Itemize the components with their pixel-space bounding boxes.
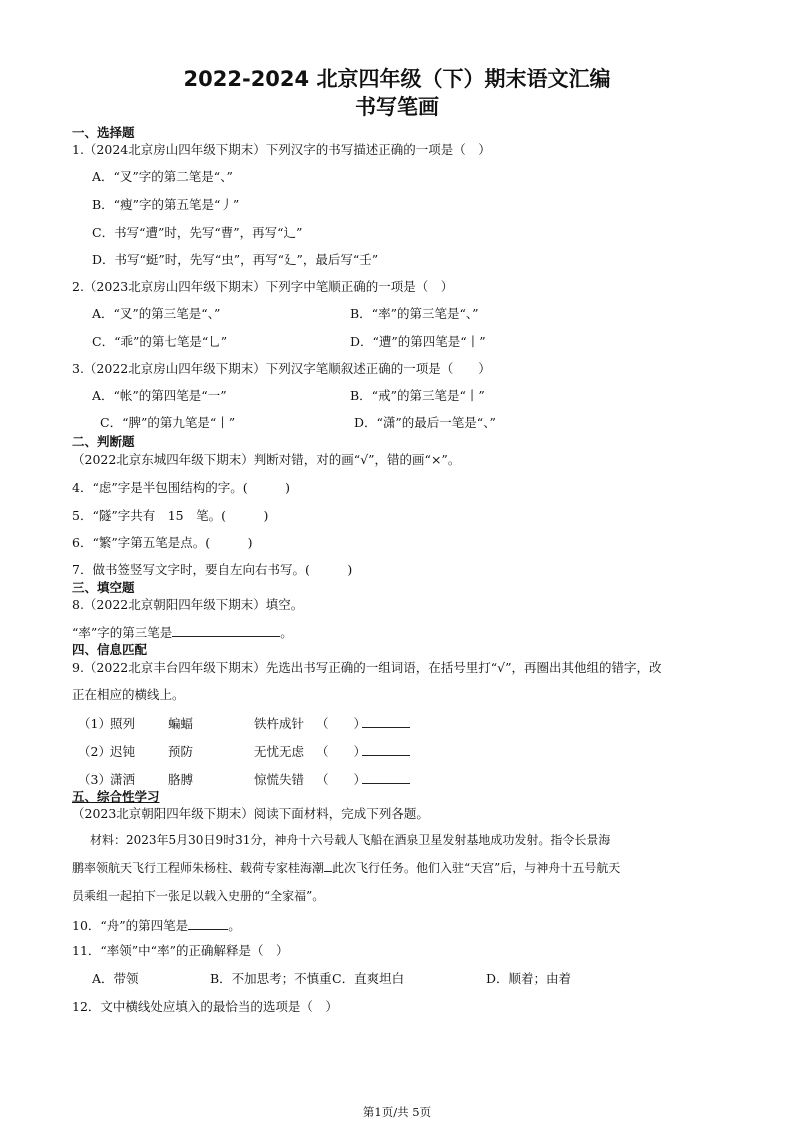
question-11-option-d: D．顺着；由着: [486, 971, 572, 986]
question-1-stem: 1.（2024北京房山四年级下期末）下列汉字的书写描述正确的一项是（ ）: [72, 142, 491, 157]
material-line-2-end: 此次飞行任务。他们入驻“天宫”后，与神舟十五号航天: [332, 861, 621, 875]
material-line-1: 材料：2023年5月30日9时31分，神舟十六号载人飞船在酒泉卫星发射基地成功发射。指令长景海: [90, 833, 611, 847]
question-11-option-c: C．直爽坦白: [332, 971, 405, 986]
material-line-2-start: 鹏率领航天飞行工程师朱杨柱、载荷专家桂海潮: [72, 861, 325, 875]
row-number: （3）: [78, 772, 111, 787]
word-2: 胳膊: [168, 772, 194, 787]
section-heading-choice: 一、选择题: [72, 125, 135, 140]
word-3: 铁杵成针: [254, 716, 305, 731]
word-2: 预防: [168, 744, 194, 759]
question-10-text: 10．“舟”的第四笔是: [72, 918, 189, 933]
answer-parenthesis: （ ）: [316, 716, 367, 731]
question-7: 7．做书签竖写文字时，要自左向右书写。( ): [72, 562, 353, 577]
judge-intro: （2022北京东城四年级下期末）判断对错，对的画“√”，错的画“×”。: [72, 452, 461, 467]
word-1: 迟钝: [110, 744, 136, 759]
word-3: 无忧无虑: [254, 744, 305, 759]
question-3-option-a: A．“帐”的第四笔是“一”: [92, 388, 227, 403]
word-2: 蝙蝠: [168, 716, 194, 731]
question-1-option-b: B．“瘦”字的第五笔是“丿”: [92, 197, 240, 212]
question-10-end: 。: [228, 918, 241, 933]
question-6: 6．“繁”字第五笔是点。( ): [72, 535, 253, 550]
question-3-option-c: C．“脾”的第九笔是“丨”: [100, 415, 236, 430]
question-1-option-d: D．书写“蜓”时，先写“虫”，再写“廴”，最后写“壬”: [92, 252, 379, 267]
page-footer: 第1页/共 5页: [362, 1105, 432, 1119]
question-2-option-c: C．“乖”的第七笔是“乚”: [92, 334, 228, 349]
section-heading-comprehensive: 五、综合性学习: [72, 789, 160, 804]
question-2-stem: 2.（2023北京房山四年级下期末）下列字中笔顺正确的一项是（ ）: [72, 279, 454, 294]
question-3-stem: 3.（2022北京房山四年级下期末）下列汉字笔顺叙述正确的一项是（ ）: [72, 361, 491, 376]
question-9-stem-line2: 正在相应的横线上。: [72, 687, 185, 702]
comprehensive-intro: （2023北京朝阳四年级下期末）阅读下面材料，完成下列各题。: [72, 806, 429, 821]
word-1: 照列: [110, 716, 136, 731]
question-3-option-b: B．“戒”的第三笔是“丨”: [350, 388, 485, 403]
section-heading-fill: 三、填空题: [72, 580, 135, 595]
row-number: （1）: [78, 716, 111, 731]
answer-blank[interactable]: [188, 917, 228, 930]
question-11-stem: 11．“率领”中“率”的正确解释是（ ）: [72, 943, 289, 958]
word-3: 惊慌失错: [254, 772, 305, 787]
question-9-stem-line1: 9.（2022北京丰台四年级下期末）先选出书写正确的一组词语，在括号里打“√”，再圈出其他组的错字，改: [72, 660, 662, 675]
question-10: [72, 917, 241, 934]
question-1-option-a: A．“叉”字的第二笔是“、”: [92, 169, 233, 184]
document-subtitle: 书写笔画: [355, 95, 439, 119]
answer-blank[interactable]: [362, 743, 410, 756]
section-heading-judge: 二、判断题: [72, 434, 135, 449]
question-12-stem: 12．文中横线处应填入的最恰当的选项是（ ）: [72, 999, 338, 1014]
section-heading-match: 四、信息匹配: [72, 642, 148, 657]
answer-blank[interactable]: [362, 715, 410, 728]
question-8-text: “率”字的第三笔是: [72, 625, 173, 640]
question-2-option-b: B．“率”的第三笔是“、”: [350, 306, 479, 321]
answer-parenthesis: （ ）: [316, 772, 367, 787]
material-line-3: 员乘组一起拍下一张足以载入史册的“全家福”。: [72, 889, 325, 903]
row-number: （2）: [78, 744, 111, 759]
answer-blank[interactable]: [362, 771, 410, 784]
question-11-option-b: B．不加思考；不慎重: [210, 971, 332, 986]
question-1-option-c: C．书写“遭”时，先写“曹”，再写“辶”: [92, 225, 303, 240]
question-9-row: [78, 771, 410, 788]
question-9-row: [78, 743, 410, 760]
question-9-row: [78, 715, 410, 732]
material-line-2: [72, 860, 620, 876]
fill-blank: [324, 860, 332, 872]
question-8-stem: 8.（2022北京朝阳四年级下期末）填空。: [72, 597, 304, 612]
question-8-line: [72, 624, 293, 641]
question-3-option-d: D．“潇”的最后一笔是“、”: [354, 415, 496, 430]
word-1: 潇洒: [110, 772, 136, 787]
question-8-end: 。: [280, 625, 293, 640]
question-11-option-a: A．带领: [92, 971, 139, 986]
question-2-option-d: D．“遭”的第四笔是“丨”: [350, 334, 486, 349]
answer-parenthesis: （ ）: [316, 744, 367, 759]
answer-blank[interactable]: [172, 624, 280, 637]
question-4: 4．“虑”字是半包围结构的字。( ): [72, 480, 290, 495]
question-2-option-a: A．“叉”的第三笔是“、”: [92, 306, 221, 321]
document-title: 2022-2024 北京四年级（下）期末语文汇编: [183, 67, 611, 91]
question-5: 5．“隧”字共有 15 笔。( ): [72, 508, 269, 523]
